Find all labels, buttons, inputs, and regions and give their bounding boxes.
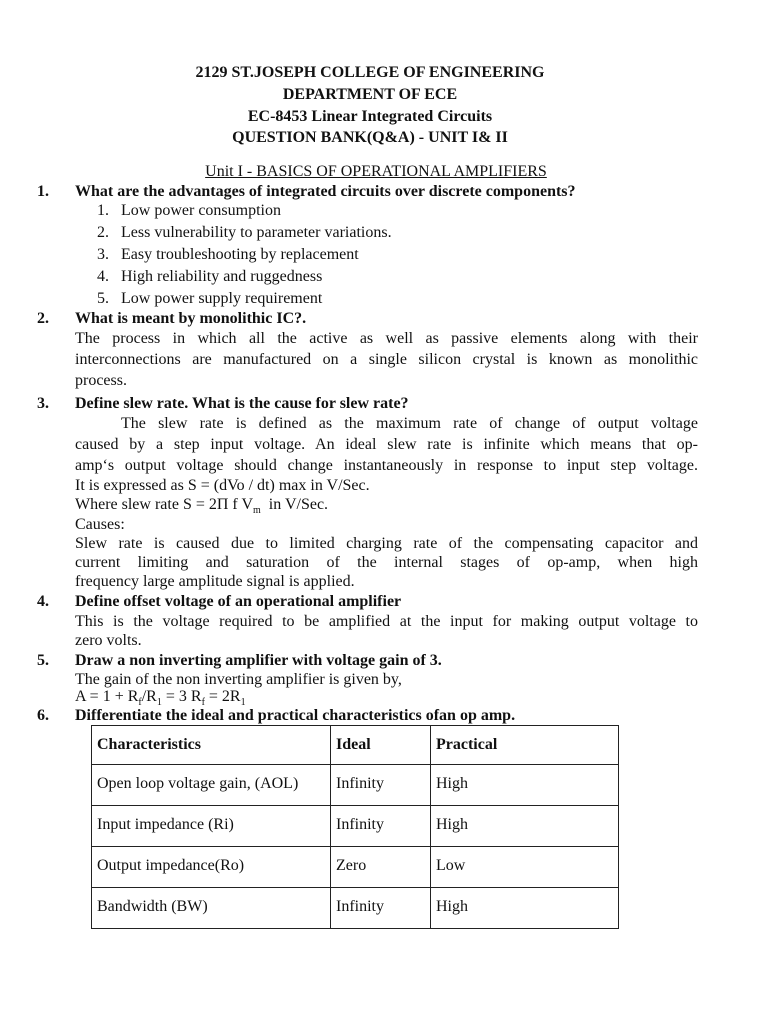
- answer-line: The process in which all the active as well as passive elements along with their: [75, 330, 698, 347]
- table-cell: Zero: [331, 847, 431, 888]
- question-number: 2.: [37, 310, 49, 327]
- list-item: Low power supply requirement: [121, 290, 323, 307]
- table-cell: Infinity: [331, 765, 431, 806]
- characteristics-table: [91, 725, 619, 929]
- unit-heading: Unit I - BASICS OF OPERATIONAL AMPLIFIERS: [205, 163, 547, 180]
- answer-line: The slew rate is defined as the maximum rate of change of output voltage: [121, 415, 698, 432]
- answer-line: zero volts.: [75, 632, 142, 649]
- question-text: Draw a non inverting amplifier with voltage gain of 3.: [75, 652, 442, 669]
- answer-line: caused by a step input voltage. An ideal slew rate is infinite which means that op-: [75, 436, 698, 453]
- list-item: Easy troubleshooting by replacement: [121, 246, 359, 263]
- formula-text: /R: [141, 688, 157, 705]
- table-cell: High: [431, 806, 619, 847]
- question-text: What are the advantages of integrated circuits over discrete components?: [75, 183, 576, 200]
- table-header: Ideal: [331, 726, 431, 765]
- list-number: 1.: [97, 202, 109, 219]
- answer-line: interconnections are manufactured on a single silicon crystal is known as monolithic: [75, 351, 698, 368]
- answer-line: It is expressed as S = (dVo / dt) max in V/Sec.: [75, 477, 370, 494]
- question-number: 3.: [37, 395, 49, 412]
- table-row: [92, 806, 619, 847]
- formula-text: A = 1 + R: [75, 688, 139, 705]
- table-cell: High: [431, 888, 619, 929]
- subscript: m: [253, 505, 261, 517]
- answer-line: current limiting and saturation of the internal stages of op-amp, when high: [75, 554, 698, 571]
- question-number: 4.: [37, 593, 49, 610]
- table-cell: Open loop voltage gain, (AOL): [92, 765, 331, 806]
- list-number: 2.: [97, 224, 109, 241]
- subscript: f: [138, 697, 142, 709]
- department-title: DEPARTMENT OF ECE: [282, 86, 458, 103]
- subscript: f: [201, 697, 205, 709]
- question-text: What is meant by monolithic IC?.: [75, 310, 307, 327]
- formula-text: = 3 R: [161, 688, 202, 705]
- table-row: [92, 765, 619, 806]
- list-number: 3.: [97, 246, 109, 263]
- table-header: Characteristics: [92, 726, 331, 765]
- list-item: High reliability and ruggedness: [121, 268, 323, 285]
- list-number: 4.: [97, 268, 109, 285]
- question-text: Define offset voltage of an operational amplifier: [75, 593, 402, 610]
- college-title: 2129 ST.JOSEPH COLLEGE OF ENGINEERING: [195, 64, 545, 81]
- question-number: 6.: [37, 707, 49, 724]
- subscript: 1: [156, 697, 162, 709]
- list-item: Low power consumption: [121, 202, 281, 219]
- answer-line: This is the voltage required to be amplified at the input for making output voltage to: [75, 613, 698, 630]
- answer-line: [75, 495, 328, 515]
- answer-line: amp‘s output voltage should change instantaneously in response to input step voltage.: [75, 457, 698, 474]
- table-cell: Low: [431, 847, 619, 888]
- formula-text: Where slew rate S = 2Π f V: [75, 496, 254, 513]
- list-item: Less vulnerability to parameter variations.: [121, 224, 392, 241]
- question-text: Differentiate the ideal and practical characteristics ofan op amp.: [75, 707, 516, 724]
- formula-text: in V/Sec.: [260, 496, 329, 513]
- table-cell: Bandwidth (BW): [92, 888, 331, 929]
- question-bank-title: QUESTION BANK(Q&A) - UNIT I& II: [232, 129, 508, 146]
- table-cell: Output impedance(Ro): [92, 847, 331, 888]
- gain-formula: [75, 687, 246, 707]
- table-header: Practical: [431, 726, 619, 765]
- question-number: 1.: [37, 183, 49, 200]
- formula-text: = 2R: [204, 688, 241, 705]
- course-title: EC-8453 Linear Integrated Circuits: [247, 108, 493, 125]
- question-text: Define slew rate. What is the cause for slew rate?: [75, 395, 409, 412]
- answer-line: The gain of the non inverting amplifier is given by,: [75, 671, 402, 688]
- table-cell: Input impedance (Ri): [92, 806, 331, 847]
- answer-line: process.: [75, 372, 127, 389]
- table-header-row: [92, 726, 619, 765]
- answer-line: Causes:: [75, 516, 125, 533]
- table-row: [92, 888, 619, 929]
- table-cell: Infinity: [331, 888, 431, 929]
- answer-line: frequency large amplitude signal is applied.: [75, 573, 355, 590]
- table-row: [92, 847, 619, 888]
- subscript: 1: [240, 697, 246, 709]
- table-cell: Infinity: [331, 806, 431, 847]
- answer-line: Slew rate is caused due to limited charging rate of the compensating capacitor and: [75, 535, 698, 552]
- table-cell: High: [431, 765, 619, 806]
- question-number: 5.: [37, 652, 49, 669]
- list-number: 5.: [97, 290, 109, 307]
